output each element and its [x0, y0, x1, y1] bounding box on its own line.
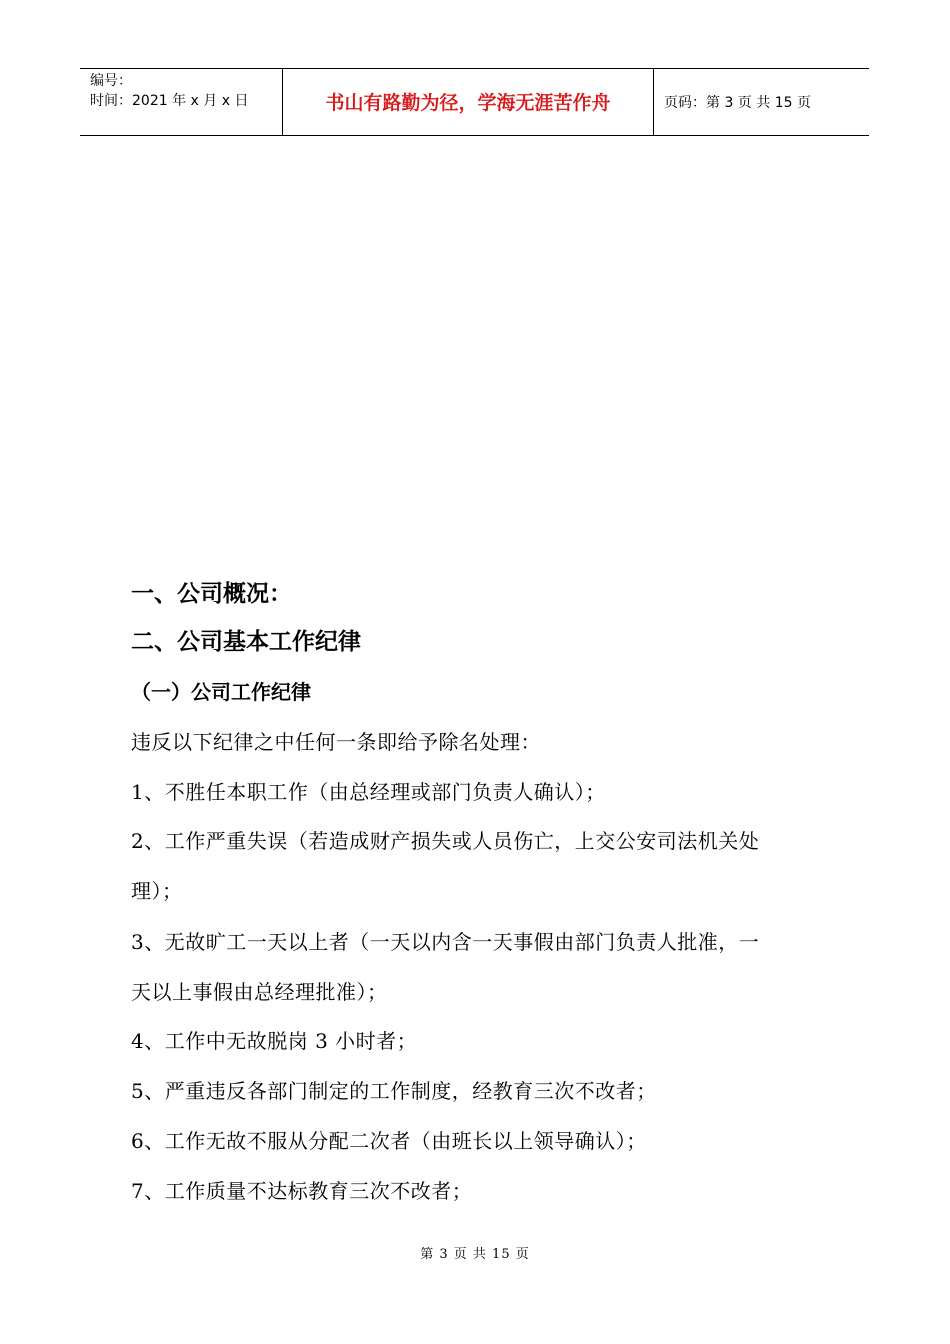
- rule-item-4: 4、工作中无故脱岗 3 小时者；: [131, 1029, 418, 1053]
- section-heading-discipline: 二、公司基本工作纪律: [131, 629, 361, 655]
- rule-item-6: 6、工作无故不服从分配二次者（由班长以上领导确认）；: [131, 1129, 647, 1153]
- number-label: 编号：: [90, 73, 132, 89]
- subsection-heading-work-discipline: （一）公司工作纪律: [131, 680, 311, 704]
- time-label: 时间：2021 年 x 月 x 日: [90, 93, 249, 109]
- section-heading-overview: 一、公司概况：: [131, 581, 292, 607]
- motto-text: 书山有路勤为径，学海无涯苦作舟: [325, 92, 611, 114]
- document-header: [80, 68, 869, 136]
- page-info: 页码：第 3 页 共 15 页: [664, 95, 811, 111]
- header-motto-cell: [282, 69, 654, 135]
- rule-item-2: 2、工作严重失误（若造成财产损失或人员伤亡，上交公安司法机关处: [131, 829, 760, 853]
- header-meta-cell: [80, 69, 282, 135]
- rule-item-5: 5、严重违反各部门制定的工作制度，经教育三次不改者；: [131, 1079, 657, 1103]
- header-page-cell: [654, 69, 869, 135]
- rule-item-3: 3、无故旷工一天以上者（一天以内含一天事假由部门负责人批准，一: [131, 930, 760, 954]
- rule-item-7: 7、工作质量不达标教育三次不改者；: [131, 1179, 473, 1203]
- page-footer: 第 3 页 共 15 页: [420, 1247, 530, 1262]
- rule-item-2-continued: 理）；: [131, 879, 183, 903]
- intro-paragraph: 违反以下纪律之中任何一条即给予除名处理：: [131, 730, 541, 754]
- rule-item-3-continued: 天以上事假由总经理批准）；: [131, 980, 388, 1004]
- rule-item-1: 1、不胜任本职工作（由总经理或部门负责人确认）；: [131, 780, 606, 804]
